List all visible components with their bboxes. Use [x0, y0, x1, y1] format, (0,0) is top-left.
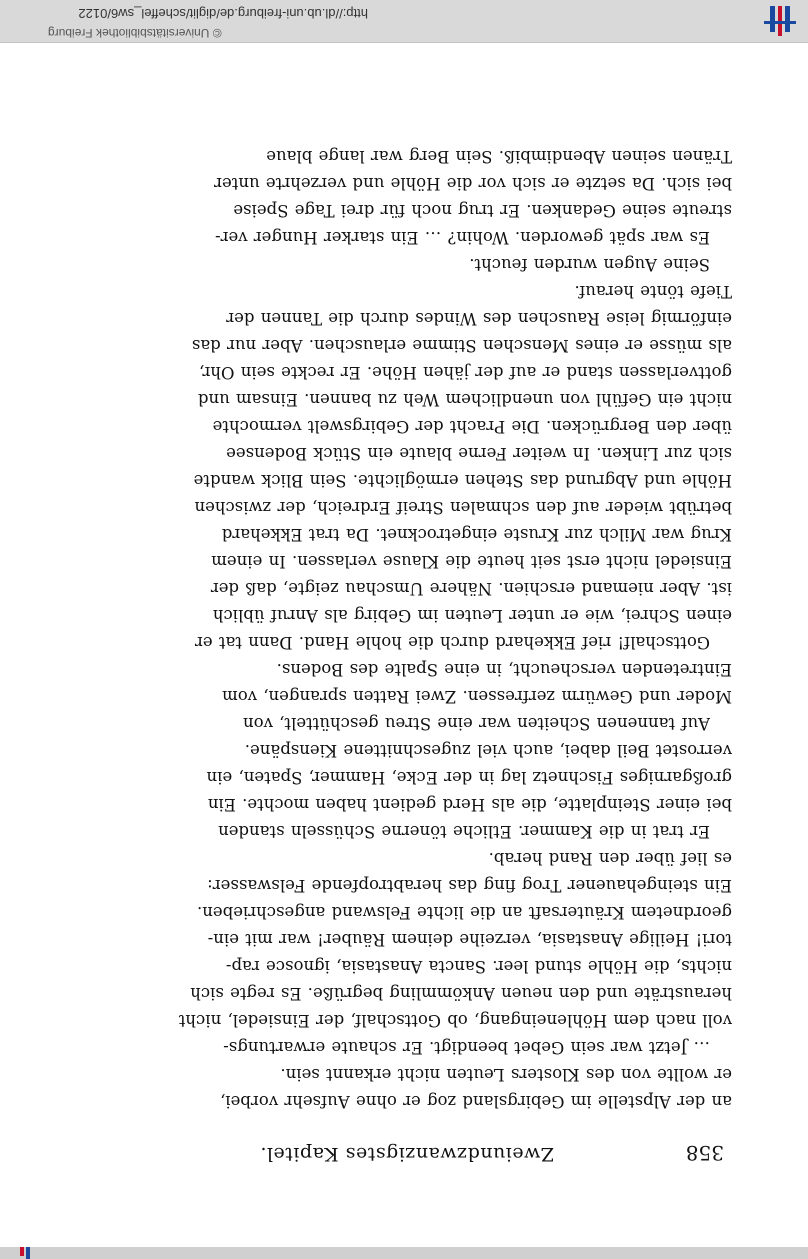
- text-line: Er trat in die Kammer. Etliche tönerne Schüsseln standen: [218, 822, 710, 841]
- text-line: tori! Heilige Anastasia, verzeihe deinem Räuber! war mit ein-: [207, 930, 732, 949]
- text-line: er wollte von des Klosters Leuten nicht erkannt sein.: [280, 1065, 732, 1084]
- page-header: [82, 1135, 732, 1165]
- text-line: über den Bergrücken. Die Pracht der Gebirgswelt vermochte: [212, 417, 732, 436]
- paragraph: [82, 845, 732, 1061]
- page-url-link[interactable]: http://dl.ub.uni-freiburg.de/diglit/scheffel_sw6/0122: [78, 6, 368, 21]
- viewer-footer-bar: [0, 0, 808, 43]
- text-line: als müsse er eines Menschen Stimme erlauschen. Aber nur das: [191, 336, 732, 355]
- text-line: Gottschalf! rief Ekkehard durch die hohle Hand. Dann tat er: [194, 633, 710, 652]
- text-line: herausträte und den neuen Ankömmling begrüße. Es regte sich: [190, 984, 732, 1003]
- text-line: Moder und Gewürm zerfressen. Zwei Ratten sprangen, vom: [222, 687, 732, 706]
- ub-freiburg-logo-icon: [760, 6, 800, 36]
- paragraph: [82, 143, 732, 251]
- text-line: sich zur Linken. In weiter Ferne blaute ein Stück Bodensee: [226, 444, 732, 463]
- ub-freiburg-mini-logo-icon: [14, 1247, 36, 1259]
- copyright-text: © Universitätsbibliothek Freiburg: [48, 26, 222, 40]
- document-page: [82, 143, 732, 1165]
- text-line: betrübt wieder auf den schmalen Streif Erdreich, der zwischen: [194, 498, 732, 517]
- text-line: Tiefe tönte herauf.: [574, 282, 732, 301]
- text-line: Auf tannenen Scheiten war eine Streu geschüttelt, von: [243, 714, 710, 733]
- text-line: Eintretenden verscheucht, in eine Spalte des Bodens.: [276, 660, 732, 679]
- text-line: Höhle und Abgrund das Stehen ermöglichte. Sein Blick wandte: [193, 471, 732, 490]
- text-line: es lief über den Rand herab.: [488, 849, 732, 868]
- text-line: bei sich. Da setzte er sich vor die Höhle und verzehrte unter: [214, 174, 732, 193]
- text-line: ist. Aber niemand erschien. Nähere Umschau zeigte, daß der: [210, 579, 732, 598]
- paragraph: [82, 251, 732, 278]
- chapter-title: Zweiundzwanzigstes Kapitel.: [259, 1143, 555, 1165]
- text-line: nicht ein Gefühl von unendlichem Weh zu bannen. Einsam und: [197, 390, 732, 409]
- text-line: streute seine Gedanken. Er trug noch für drei Tage Speise: [233, 201, 732, 220]
- text-line: Es war spät geworden. Wohin? … Ein starker Hunger ver-: [214, 228, 710, 247]
- text-line: Krug war Milch zur Kruste eingetrocknet. Da trat Ekkehard: [221, 525, 732, 544]
- text-line: Seine Augen wurden feucht.: [469, 255, 710, 274]
- text-line: Tränen seinen Abendimbiß. Sein Berg war lange blaue: [266, 147, 732, 166]
- text-line: voll nach dem Höhleneingang, ob Gottschalf, der Einsiedel, nicht: [178, 1011, 732, 1030]
- text-line: nichts, die Höhle stund leer. Sancta Anastasia, ignosce rap-: [225, 957, 732, 976]
- text-line: einen Schrei, wie er unter Leuten im Gebirg als Anruf üblich: [212, 606, 732, 625]
- paragraph: [82, 278, 732, 656]
- text-line: geordnetem Kräutersaft an die lichte Felswand angeschrieben.: [197, 903, 732, 922]
- top-strip: [0, 1247, 808, 1259]
- text-line: verrostet Beil dabei, auch viel zugeschnittene Kienspäne.: [244, 741, 732, 760]
- text-line: einförmig leise Rauschen des Windes durch die Tannen der: [226, 309, 732, 328]
- paragraph: [82, 656, 732, 737]
- body-text: [82, 143, 732, 1115]
- text-line: großgarniges Fischnetz lag in der Ecke, Hammer, Spaten, ein: [206, 768, 732, 787]
- text-line: Einsiedel nicht erst seit heute die Klause verlassen. In einem: [211, 552, 732, 571]
- text-line: … Jetzt war sein Gebet beendigt. Er schaute erwartungs-: [223, 1038, 710, 1057]
- text-line: Ein steingehauener Trog fing das herabtropfende Felswasser:: [207, 876, 732, 895]
- text-line: an der Alpstelle im Gebirgsland zog er ohne Aufsehr vorbei,: [220, 1092, 732, 1111]
- page-number: 358: [685, 1141, 724, 1165]
- paragraph: [82, 737, 732, 845]
- paragraph: [82, 1061, 732, 1115]
- text-line: bei einer Steinplatte, die als Herd gedient haben mochte. Ein: [207, 795, 732, 814]
- text-line: gottverlassen stand er auf der jähen Höhe. Er reckte sein Ohr,: [199, 363, 732, 382]
